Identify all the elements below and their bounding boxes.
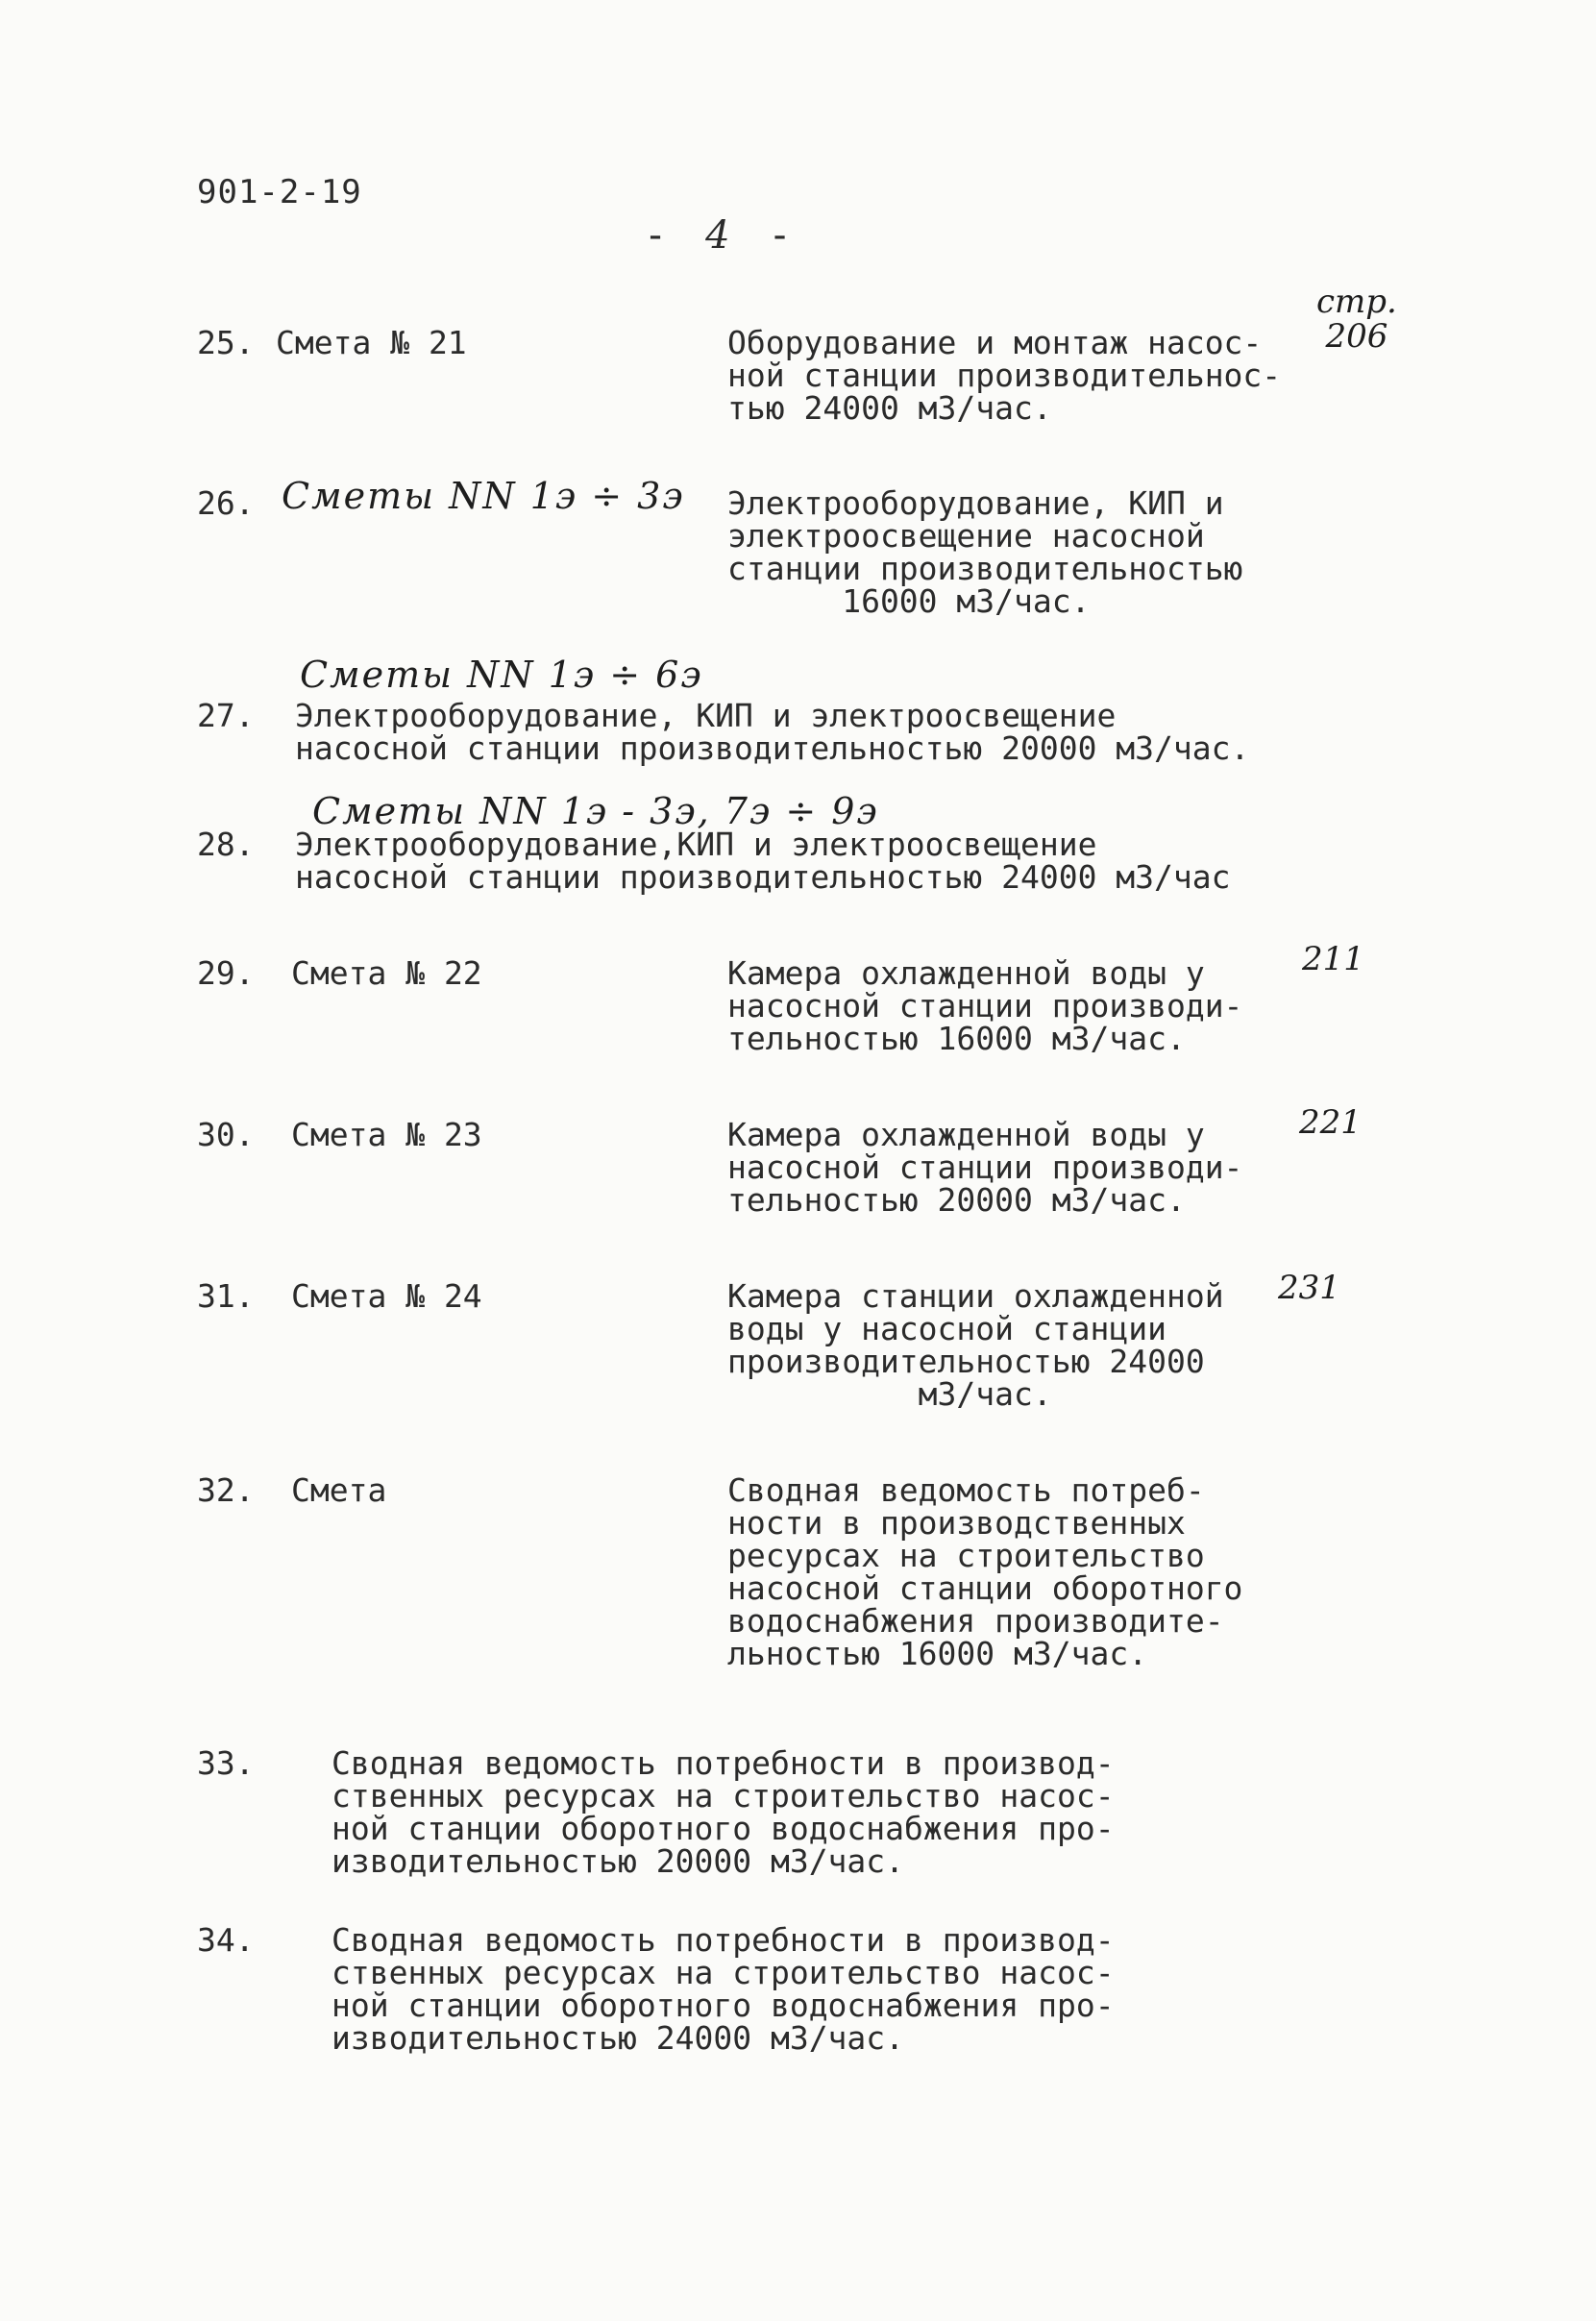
- entry-number: 25.: [197, 324, 255, 361]
- entry-31-page-ref: 231: [1278, 1269, 1340, 1307]
- entry-29-page-ref: 211: [1302, 940, 1364, 978]
- page-number-dash-right: -: [768, 213, 792, 258]
- entry-description: Электрооборудование, КИП и электроосвещение насосной станции производительностью 20000 м3/час.: [295, 697, 1250, 767]
- entry-description: Сводная ведомость потребности в производ- ственных ресурсах на строительство насос- ной станции оборотного водоснабжения про- изводительностью 20000 м3/час.: [331, 1744, 1115, 1880]
- entry-description: Электрооборудование,КИП и электроосвещение насосной станции производительностью 24000 м3/час: [295, 826, 1231, 896]
- entry-label: Смета № 24: [291, 1277, 482, 1315]
- entry-handwritten-label: Сметы NN 1э ÷ 3э: [282, 475, 685, 517]
- entry-label: Смета № 23: [291, 1116, 482, 1153]
- page-number: [644, 213, 792, 258]
- margin-page-label: стр.: [1316, 283, 1397, 321]
- entry-description: Сводная ведомость потреб- ности в производственных ресурсах на строительство насосной станции оборотного водоснабжения производите- льностью 16000 м3/час.: [727, 1471, 1243, 1672]
- entry-label: Смета № 22: [291, 954, 482, 992]
- entry-description: Электрооборудование, КИП и электроосвещение насосной станции производительностью 16000 м3/час.: [727, 484, 1243, 620]
- entry-description: Камера охлажденной воды у насосной станции производи- тельностью 20000 м3/час.: [727, 1116, 1243, 1219]
- entry-30-page-ref: 221: [1299, 1103, 1362, 1142]
- entry-number: 29.: [197, 954, 255, 992]
- entry-label: Смета № 21: [276, 324, 467, 361]
- margin-page-ref: [1316, 284, 1397, 354]
- entry-description: Оборудование и монтаж насос- ной станции производительнос- тью 24000 м3/час.: [727, 324, 1282, 427]
- entry-number: 33.: [197, 1744, 255, 1782]
- entry-27-handwritten-note: Сметы NN 1э ÷ 6э: [300, 654, 703, 696]
- entry-number: 28.: [197, 826, 255, 863]
- entry-number: 30.: [197, 1116, 255, 1153]
- entry-number: 27.: [197, 697, 255, 734]
- entry-number: 26.: [197, 484, 255, 522]
- entry-description: Камера охлажденной воды у насосной станции производи- тельностью 16000 м3/час.: [727, 954, 1243, 1057]
- entry-number: 32.: [197, 1471, 255, 1509]
- entry-label: Смета: [291, 1471, 387, 1509]
- entry-number: 34.: [197, 1921, 255, 1959]
- margin-page-number: 206: [1325, 317, 1388, 356]
- page-number-dash-left: -: [644, 213, 668, 258]
- entry-description: Сводная ведомость потребности в производ- ственных ресурсах на строительство насос- ной станции оборотного водоснабжения про- изводительностью 24000 м3/час.: [331, 1921, 1115, 2057]
- page-number-value: 4: [705, 213, 730, 258]
- entry-description: Камера станции охлажденной воды у насосной станции производительностью 24000 м3/час.: [727, 1277, 1224, 1413]
- entry-number: 31.: [197, 1277, 255, 1315]
- entry-28-handwritten-note: Сметы NN 1э - 3э, 7э ÷ 9э: [312, 790, 879, 832]
- document-code: 901-2-19: [197, 173, 362, 211]
